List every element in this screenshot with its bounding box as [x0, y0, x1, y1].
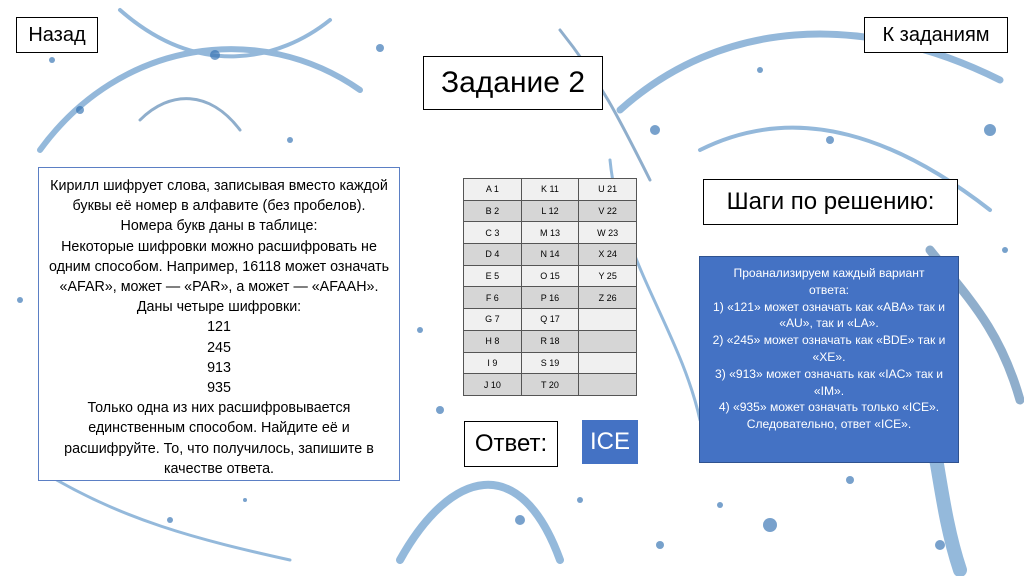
task-intro: Кирилл шифрует слова, записывая вместо каждой буквы её номер в алфавите (без пробелов). Номера букв даны в таблице: — [50, 178, 388, 235]
table-cell: L 12 — [521, 200, 579, 222]
table-cell: C 3 — [464, 222, 522, 244]
letter-number-table — [463, 178, 637, 396]
table-cell — [579, 374, 637, 396]
table-cell: B 2 — [464, 200, 522, 222]
task-statement — [38, 167, 400, 481]
table-cell: H 8 — [464, 330, 522, 352]
table-cell — [579, 309, 637, 331]
table-cell: R 18 — [521, 330, 579, 352]
solution-step: Проанализируем каждый вариант ответа: — [733, 266, 925, 297]
table-row — [464, 265, 637, 287]
solution-step: 2) «245» может означать как «BDE» так и «XE». — [712, 333, 946, 364]
table-row — [464, 309, 637, 331]
back-button[interactable]: Назад — [16, 17, 98, 53]
table-cell: X 24 — [579, 244, 637, 266]
solution-step: 4) «935» может означать только «ICE». — [718, 400, 940, 415]
table-cell: A 1 — [464, 179, 522, 201]
table-cell — [579, 352, 637, 374]
task-outro: Только одна из них расшифровывается единственным способом. Найдите её и расшифруйте. То, что получилось, запишите в качестве ответа. — [64, 400, 374, 477]
table-cell: P 16 — [521, 287, 579, 309]
table-cell: Z 26 — [579, 287, 637, 309]
tasks-button[interactable]: К заданиям — [864, 17, 1008, 53]
table-cell: T 20 — [521, 374, 579, 396]
table-row — [464, 179, 637, 201]
table-row — [464, 352, 637, 374]
table-row — [464, 374, 637, 396]
table-row — [464, 287, 637, 309]
table-cell — [579, 330, 637, 352]
task-example: Некоторые шифровки можно расшифровать не одним способом. Например, 16118 может означать «AFAR», может — «PAR», а может — «AFAAH». Даны четыре шифровки: — [48, 238, 390, 316]
cipher-code: 121 — [207, 319, 231, 336]
table-cell: I 9 — [464, 352, 522, 374]
table-cell: D 4 — [464, 244, 522, 266]
table-cell: W 23 — [579, 222, 637, 244]
table-cell: J 10 — [464, 374, 522, 396]
table-row — [464, 330, 637, 352]
answer-value: ICE — [582, 420, 638, 464]
solution-steps — [699, 256, 959, 463]
table-cell: M 13 — [521, 222, 579, 244]
solution-step: 1) «121» может означать как «ABA» так и «AU», так и «LA». — [712, 299, 946, 331]
cipher-code: 913 — [207, 359, 231, 376]
table-cell: Q 17 — [521, 309, 579, 331]
table-cell: K 11 — [521, 179, 579, 201]
table-row — [464, 200, 637, 222]
table-row — [464, 244, 637, 266]
page-title: Задание 2 — [423, 56, 603, 110]
solution-step: Следовательно, ответ «ICE». — [746, 417, 912, 432]
steps-title: Шаги по решению: — [703, 179, 958, 225]
table-row — [464, 222, 637, 244]
answer-label: Ответ: — [464, 421, 558, 467]
table-cell: O 15 — [521, 265, 579, 287]
table-cell: S 19 — [521, 352, 579, 374]
table-cell: F 6 — [464, 287, 522, 309]
cipher-code: 245 — [207, 339, 231, 356]
table-cell: U 21 — [579, 179, 637, 201]
table-cell: V 22 — [579, 200, 637, 222]
table-cell: N 14 — [521, 244, 579, 266]
cipher-code: 935 — [207, 380, 231, 397]
table-cell: E 5 — [464, 265, 522, 287]
cipher-codes — [47, 317, 391, 398]
table-cell: Y 25 — [579, 265, 637, 287]
solution-step: 3) «913» может означать как «IAC» так и «IM». — [715, 366, 943, 398]
table-cell: G 7 — [464, 309, 522, 331]
